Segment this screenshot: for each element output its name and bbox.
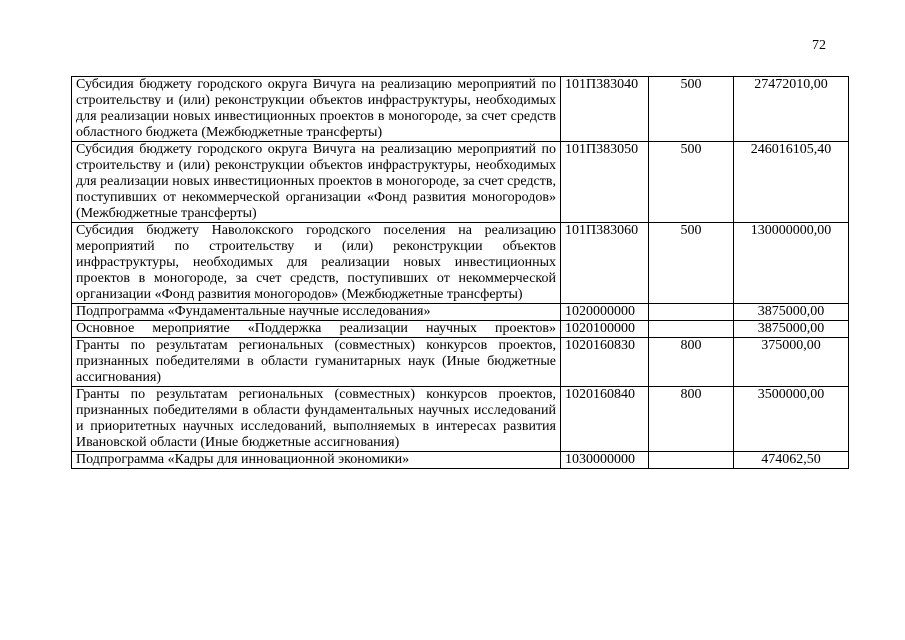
- row-code: 1030000000: [561, 452, 649, 469]
- table-row: [72, 223, 849, 304]
- row-code: 101П383040: [561, 77, 649, 142]
- row-code: 101П383060: [561, 223, 649, 304]
- table-row: [72, 142, 849, 223]
- row-name: Гранты по результатам региональных (совместных) конкурсов проектов, признанных победителями в области гуманитарных наук (Иные бюджетные ассигнования): [72, 338, 561, 387]
- row-sum: 3875000,00: [734, 304, 849, 321]
- budget-table: [71, 76, 849, 469]
- table-row: [72, 321, 849, 338]
- table-row: [72, 452, 849, 469]
- row-sum: 3500000,00: [734, 387, 849, 452]
- table-row: [72, 338, 849, 387]
- row-expense-type: [649, 452, 734, 469]
- row-expense-type: 500: [649, 142, 734, 223]
- row-name: Подпрограмма «Фундаментальные научные исследования»: [72, 304, 561, 321]
- row-sum: 375000,00: [734, 338, 849, 387]
- row-name: Субсидия бюджету городского округа Вичуга на реализацию мероприятий по строительству и (или) реконструкции объектов инфраструктуры, необходимых для реализации новых инвестиционных проектов в моногороде, за счет средств областного бюджета (Межбюджетные трансферты): [72, 77, 561, 142]
- row-code: 1020100000: [561, 321, 649, 338]
- row-expense-type: 800: [649, 387, 734, 452]
- table-row: [72, 387, 849, 452]
- row-expense-type: 800: [649, 338, 734, 387]
- row-name: Субсидия бюджету городского округа Вичуга на реализацию мероприятий по строительству и (или) реконструкции объектов инфраструктуры, необходимых для реализации новых инвестиционных проектов в моногороде, за счет средств, поступивших от некоммерческой организации «Фонд развития моногородов» (Межбюджетные трансферты): [72, 142, 561, 223]
- row-expense-type: 500: [649, 223, 734, 304]
- row-sum: 3875000,00: [734, 321, 849, 338]
- row-name: Гранты по результатам региональных (совместных) конкурсов проектов, признанных победителями в области фундаментальных научных исследований и приоритетных научных исследований, выполняемых в интересах развития Ивановской области (Иные бюджетные ассигнования): [72, 387, 561, 452]
- row-code: 101П383050: [561, 142, 649, 223]
- row-code: 1020000000: [561, 304, 649, 321]
- row-sum: 27472010,00: [734, 77, 849, 142]
- row-name: Основное мероприятие «Поддержка реализации научных проектов»: [72, 321, 561, 338]
- row-expense-type: 500: [649, 77, 734, 142]
- row-sum: 130000000,00: [734, 223, 849, 304]
- row-name: Подпрограмма «Кадры для инновационной экономики»: [72, 452, 561, 469]
- row-code: 1020160830: [561, 338, 649, 387]
- table-row: [72, 304, 849, 321]
- row-sum: 474062,50: [734, 452, 849, 469]
- row-expense-type: [649, 304, 734, 321]
- row-sum: 246016105,40: [734, 142, 849, 223]
- row-expense-type: [649, 321, 734, 338]
- row-code: 1020160840: [561, 387, 649, 452]
- page-number: 72: [812, 38, 826, 53]
- row-name: Субсидия бюджету Наволокского городского поселения на реализацию мероприятий по строительству и (или) реконструкции объектов инфраструктуры, необходимых для реализации новых инвестиционных проектов в моногороде, за счет средств, поступивших от некоммерческой организации «Фонд развития моногородов» (Межбюджетные трансферты): [72, 223, 561, 304]
- table-row: [72, 77, 849, 142]
